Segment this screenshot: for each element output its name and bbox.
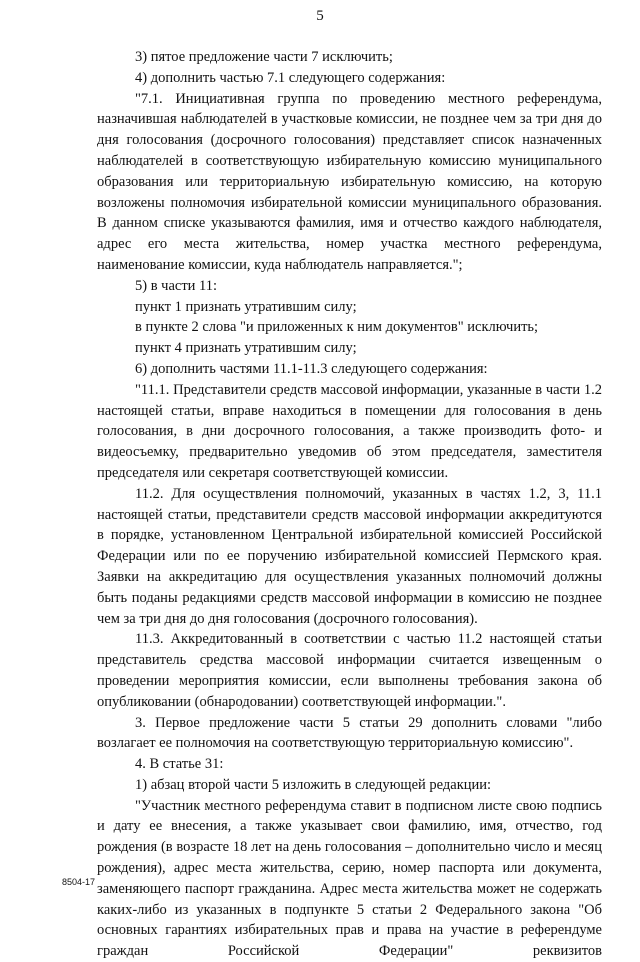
item-3-line: 3) пятое предложение части 7 исключить;: [135, 49, 393, 65]
document-body: [97, 47, 602, 962]
section-4-line: 4. В статье 31:: [135, 756, 224, 773]
item-4-line: 4) дополнить частью 7.1 следующего содержания:: [135, 69, 446, 86]
subitem-line: 1) абзац второй части 5 изложить в следующей редакции:: [135, 776, 492, 793]
subitem-line: пункт 1 признать утратившим силу;: [135, 298, 357, 315]
paragraph-participant: "Участник местного референдума ставит в подписном листе свою подпись и дату ее внесения, а также указывает свои фамилию, имя, отчество, год рождения (в возрасте 18 лет на день голосования – дополнительно число и месяц рождения), адрес места жительства, серию, номер паспорта или документа, заменяющего паспорт гражданина. Адрес места жительства может не содержать каких-либо из указанных в подпункте 5 статьи 2 Федерального закона "Об основных гарантиях избирательных прав и права на участие в референдуме граждан Российской Федерации" реквизитов: [97, 797, 602, 960]
paragraph-11-2: 11.2. Для осуществления полномочий, указанных в частях 1.2, 3, 11.1 настоящей статьи, представители средств массовой информации аккредитуются в порядке, установленном Центральной избирательной комиссией Российской Федерации или по ее поручению избирательной комиссией Пермского края. Заявки на аккредитацию для осуществления указанных полномочий должны быть поданы редакциями средств массовой информации в комиссию не позднее чем за три дня до дня голосования (досрочного голосования).: [97, 485, 602, 627]
page-number: 5: [316, 8, 324, 24]
paragraph-section-3: 3. Первое предложение части 5 статьи 29 дополнить словами "либо возлагает ее полномочия на соответствующую территориальную комиссию".: [97, 714, 602, 752]
footer-document-code: 8504-17: [62, 877, 96, 887]
subitem-line: в пункте 2 слова "и приложенных к ним документов" исключить;: [135, 319, 539, 336]
paragraph-7-1: "7.1. Инициативная группа по проведению местного референдума, назначившая наблюдателей в участковые комиссии, не позднее чем за три дня до дня голосования (досрочного голосования) представляет список назначенных наблюдателей в соответствующую избирательную комиссию муниципального образования или территориальную избирательную комиссию, на которую возложены полномочия избирательной комиссии муниципального образования. В данном списке указываются фамилия, имя и отчество каждого наблюдателя, адрес его места жительства, номер участка местного референдума, наименование комиссии, куда наблюдатель направляется.";: [97, 90, 602, 273]
item-5-line: 5) в части 11:: [135, 277, 218, 294]
subitem-line: пункт 4 признать утратившим силу;: [135, 340, 357, 357]
paragraph-11-3: 11.3. Аккредитованный в соответствии с частью 11.2 настоящей статьи представитель средства массовой информации считается извещенным о проведении мероприятия комиссии, если выполнены требования закона об опубликовании (обнародовании) соответствующей информации.".: [97, 631, 602, 710]
item-6-line: 6) дополнить частями 11.1-11.3 следующего содержания:: [135, 360, 488, 377]
paragraph-11-1: "11.1. Представители средств массовой информации, указанные в части 1.2 настоящей статьи, вправе находиться в помещении для голосования в день голосования, в дни досрочного голосования, а также производить фото- и видеосъемку, предварительно уведомив об этом председателя, заместителя председателя или секретаря соответствующей комиссии.: [97, 381, 602, 481]
